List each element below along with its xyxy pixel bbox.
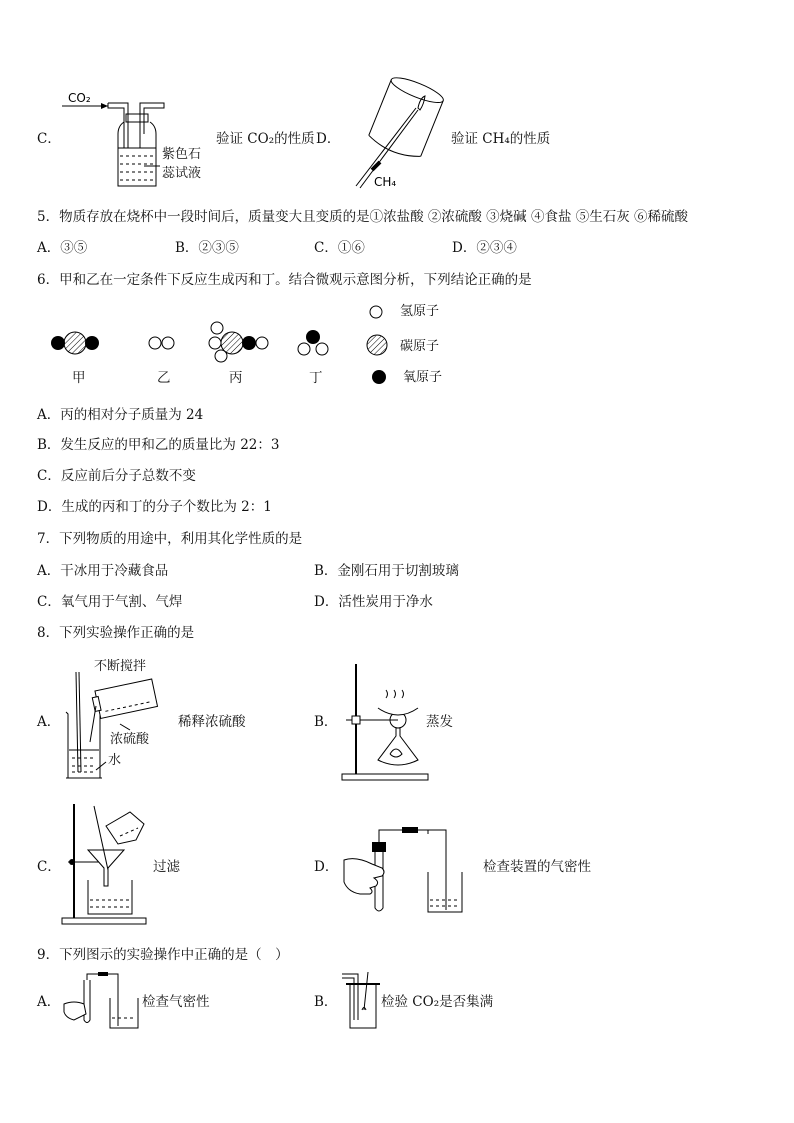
co2-collection-figure [340, 970, 385, 1032]
q6-stem: 6．甲和乙在一定条件下反应生成丙和丁。结合微观示意图分析，下列结论正确的是 [37, 272, 532, 288]
q8-option-d-letter: D． [314, 859, 339, 875]
legend-hydrogen: 氢原子 [400, 304, 440, 319]
q7-stem: 7．下列物质的用途中，利用其化学性质的是 [37, 531, 303, 547]
molecule-ding [298, 330, 328, 355]
q8-option-b-letter: B． [314, 714, 338, 730]
q4-option-c-text: 验证 CO₂的性质 [216, 131, 315, 147]
stir-label: 不断搅拌 [94, 659, 147, 674]
label-ding: 丁 [309, 370, 323, 386]
filtration-figure [60, 800, 160, 930]
q6-option-d: D．生成的丙和丁的分子个数比为 2：1 [37, 499, 272, 515]
q8-option-b-text: 蒸发 [426, 714, 453, 730]
legend-carbon-icon [366, 334, 388, 356]
q6-option-c: C．反应前后分子总数不变 [37, 468, 196, 484]
q6-option-b: B．发生反应的甲和乙的质量比为 22：3 [37, 437, 280, 453]
q9-airtightness-figure [62, 970, 142, 1030]
co2-label: CO₂ [68, 91, 91, 105]
legend-hydrogen-icon [368, 304, 384, 320]
q5-option-b: B．②③⑤ [175, 240, 239, 256]
q4-option-c-letter: C． [37, 131, 61, 147]
molecule-jia [51, 332, 99, 354]
q5-option-d: D．②③④ [452, 240, 517, 256]
litmus-label-line1: 紫色石 [162, 147, 202, 162]
acid-label: 浓硫酸 [110, 732, 150, 747]
q5-option-c: C．①⑥ [314, 240, 365, 256]
q9-stem: 9．下列图示的实验操作中正确的是（ ） [37, 947, 289, 963]
airtightness-figure [342, 820, 472, 920]
q8-option-a-letter: A． [37, 714, 61, 730]
molecule-yi [149, 337, 174, 349]
q7-option-a: A．干冰用于冷藏食品 [37, 563, 169, 579]
water-label: 水 [108, 753, 122, 768]
q6-option-a: A．丙的相对分子质量为 24 [37, 407, 204, 423]
q4-option-d-text: 验证 CH₄的性质 [451, 131, 551, 147]
q8-option-c-letter: C． [37, 859, 61, 875]
q9-option-a-text: 检查气密性 [142, 994, 210, 1010]
q9-option-b-text: 检验 CO₂是否集满 [381, 994, 494, 1010]
label-jia: 甲 [72, 370, 86, 386]
q7-option-d: D．活性炭用于净水 [314, 594, 433, 610]
q8-option-c-text: 过滤 [153, 859, 180, 875]
molecule-bing [209, 322, 268, 362]
legend-oxygen-icon [371, 369, 387, 385]
q5-option-a: A．③⑤ [37, 240, 88, 256]
q4-option-d-letter: D． [316, 131, 341, 147]
label-bing: 丙 [229, 370, 243, 386]
q7-option-c: C．氧气用于气割、气焊 [37, 594, 183, 610]
q9-option-b-letter: B． [314, 994, 338, 1010]
evaporation-figure [338, 664, 438, 784]
q5-stem: 5．物质存放在烧杯中一段时间后，质量变大且变质的是①浓盐酸 ②浓硫酸 ③烧碱 ④食盐 ⑤生石灰 ⑥稀硫酸 [37, 209, 689, 225]
ch4-label: CH₄ [374, 175, 397, 189]
q8-stem: 8．下列实验操作正确的是 [37, 625, 195, 641]
molecule-diagram [45, 318, 345, 368]
litmus-label-line2: 蕊试液 [162, 166, 202, 181]
q8-option-d-text: 检查装置的气密性 [483, 859, 591, 875]
q9-option-a-letter: A． [37, 994, 61, 1010]
legend-carbon: 碳原子 [400, 339, 440, 354]
q8-option-a-text: 稀释浓硫酸 [178, 714, 246, 730]
ch4-burning-figure [346, 78, 456, 193]
q7-option-b: B．金刚石用于切割玻璃 [314, 563, 459, 579]
label-yi: 乙 [157, 370, 171, 386]
legend-oxygen: 氧原子 [403, 370, 443, 385]
